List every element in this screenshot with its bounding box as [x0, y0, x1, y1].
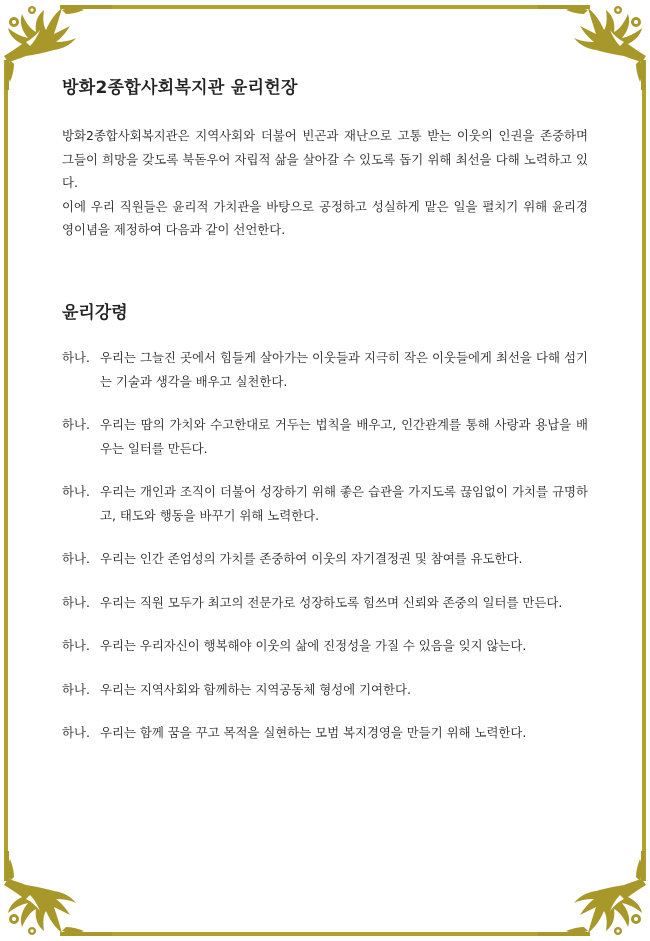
- article-prefix: 하나.: [62, 725, 90, 740]
- article-text: 우리는 지역사회와 함께하는 지역공동체 형성에 기여한다.: [100, 681, 411, 697]
- intro-section: [62, 124, 588, 242]
- intro-paragraph: 이에 우리 직원들은 윤리적 가치관을 바탕으로 공정하고 성실하게 맡은 일을 펼치기 위해 윤리경영이념을 제정하여 다음과 같이 선언한다.: [62, 198, 588, 237]
- document-content: [62, 74, 588, 740]
- article-text: 우리는 인간 존엄성의 가치를 존중하여 이웃의 자기결정권 및 참여를 유도한다.: [100, 551, 523, 566]
- list-item: [62, 547, 588, 571]
- article-prefix: 하나.: [62, 417, 90, 432]
- list-item: [62, 413, 588, 460]
- article-prefix: 하나.: [62, 484, 90, 499]
- list-item: [62, 480, 588, 527]
- section-title: 윤리강령: [62, 303, 128, 323]
- list-item: [62, 346, 588, 393]
- corner-ornament-icon: [535, 851, 650, 941]
- list-item: [62, 591, 588, 615]
- article-prefix: 하나.: [62, 551, 90, 566]
- ethics-articles-list: [62, 346, 588, 765]
- corner-ornament-icon: [0, 851, 115, 941]
- article-prefix: 하나.: [62, 638, 90, 653]
- article-text: 우리는 개인과 조직이 더불어 성장하기 위해 좋은 습관을 가지도록 끊임없이 가치를 규명하고, 태도와 행동을 바꾸기 위해 노력한다.: [100, 484, 588, 523]
- article-prefix: 하나.: [62, 350, 90, 365]
- article-prefix: 하나.: [62, 594, 90, 610]
- article-text: 우리는 우리자신이 행복해야 이웃의 삶에 진정성을 가질 수 있음을 잊지 않는다.: [100, 638, 527, 653]
- list-item: [62, 678, 588, 702]
- article-text: 우리는 직원 모두가 최고의 전문가로 성장하도록 힘쓰며 신뢰와 존중의 일터를 만든다.: [100, 594, 563, 610]
- article-text: 우리는 함께 꿈을 꾸고 목적을 실현하는 모범 복지경영을 만들기 위해 노력한다.: [100, 725, 527, 740]
- frame-border-right: [642, 60, 646, 881]
- frame-border-bottom: [60, 932, 590, 936]
- article-text: 우리는 그늘진 곳에서 힘들게 살아가는 이웃들과 지극히 작은 이웃들에게 최선을 다해 섬기는 기술과 생각을 배우고 실천한다.: [100, 350, 588, 389]
- frame-border-left: [4, 60, 8, 881]
- document-title: 방화2종합사회복지관 윤리헌장: [62, 78, 298, 98]
- list-item: [62, 634, 588, 658]
- article-text: 우리는 땀의 가치와 수고한대로 거두는 법칙을 배우고, 인간관계를 통해 사랑과 용납을 배우는 일터를 만든다.: [100, 417, 588, 456]
- frame-border-top: [60, 5, 590, 9]
- article-prefix: 하나.: [62, 681, 90, 697]
- intro-paragraph: 방화2종합사회복지관은 지역사회와 더불어 빈곤과 재난으로 고통 받는 이웃의 인권을 존중하며 그들이 희망을 갖도록 북돋우어 자립적 삶을 살아갈 수 있도록 돕기 위해 최선을 다해 노력하고 있다.: [62, 128, 588, 190]
- list-item: [62, 721, 588, 745]
